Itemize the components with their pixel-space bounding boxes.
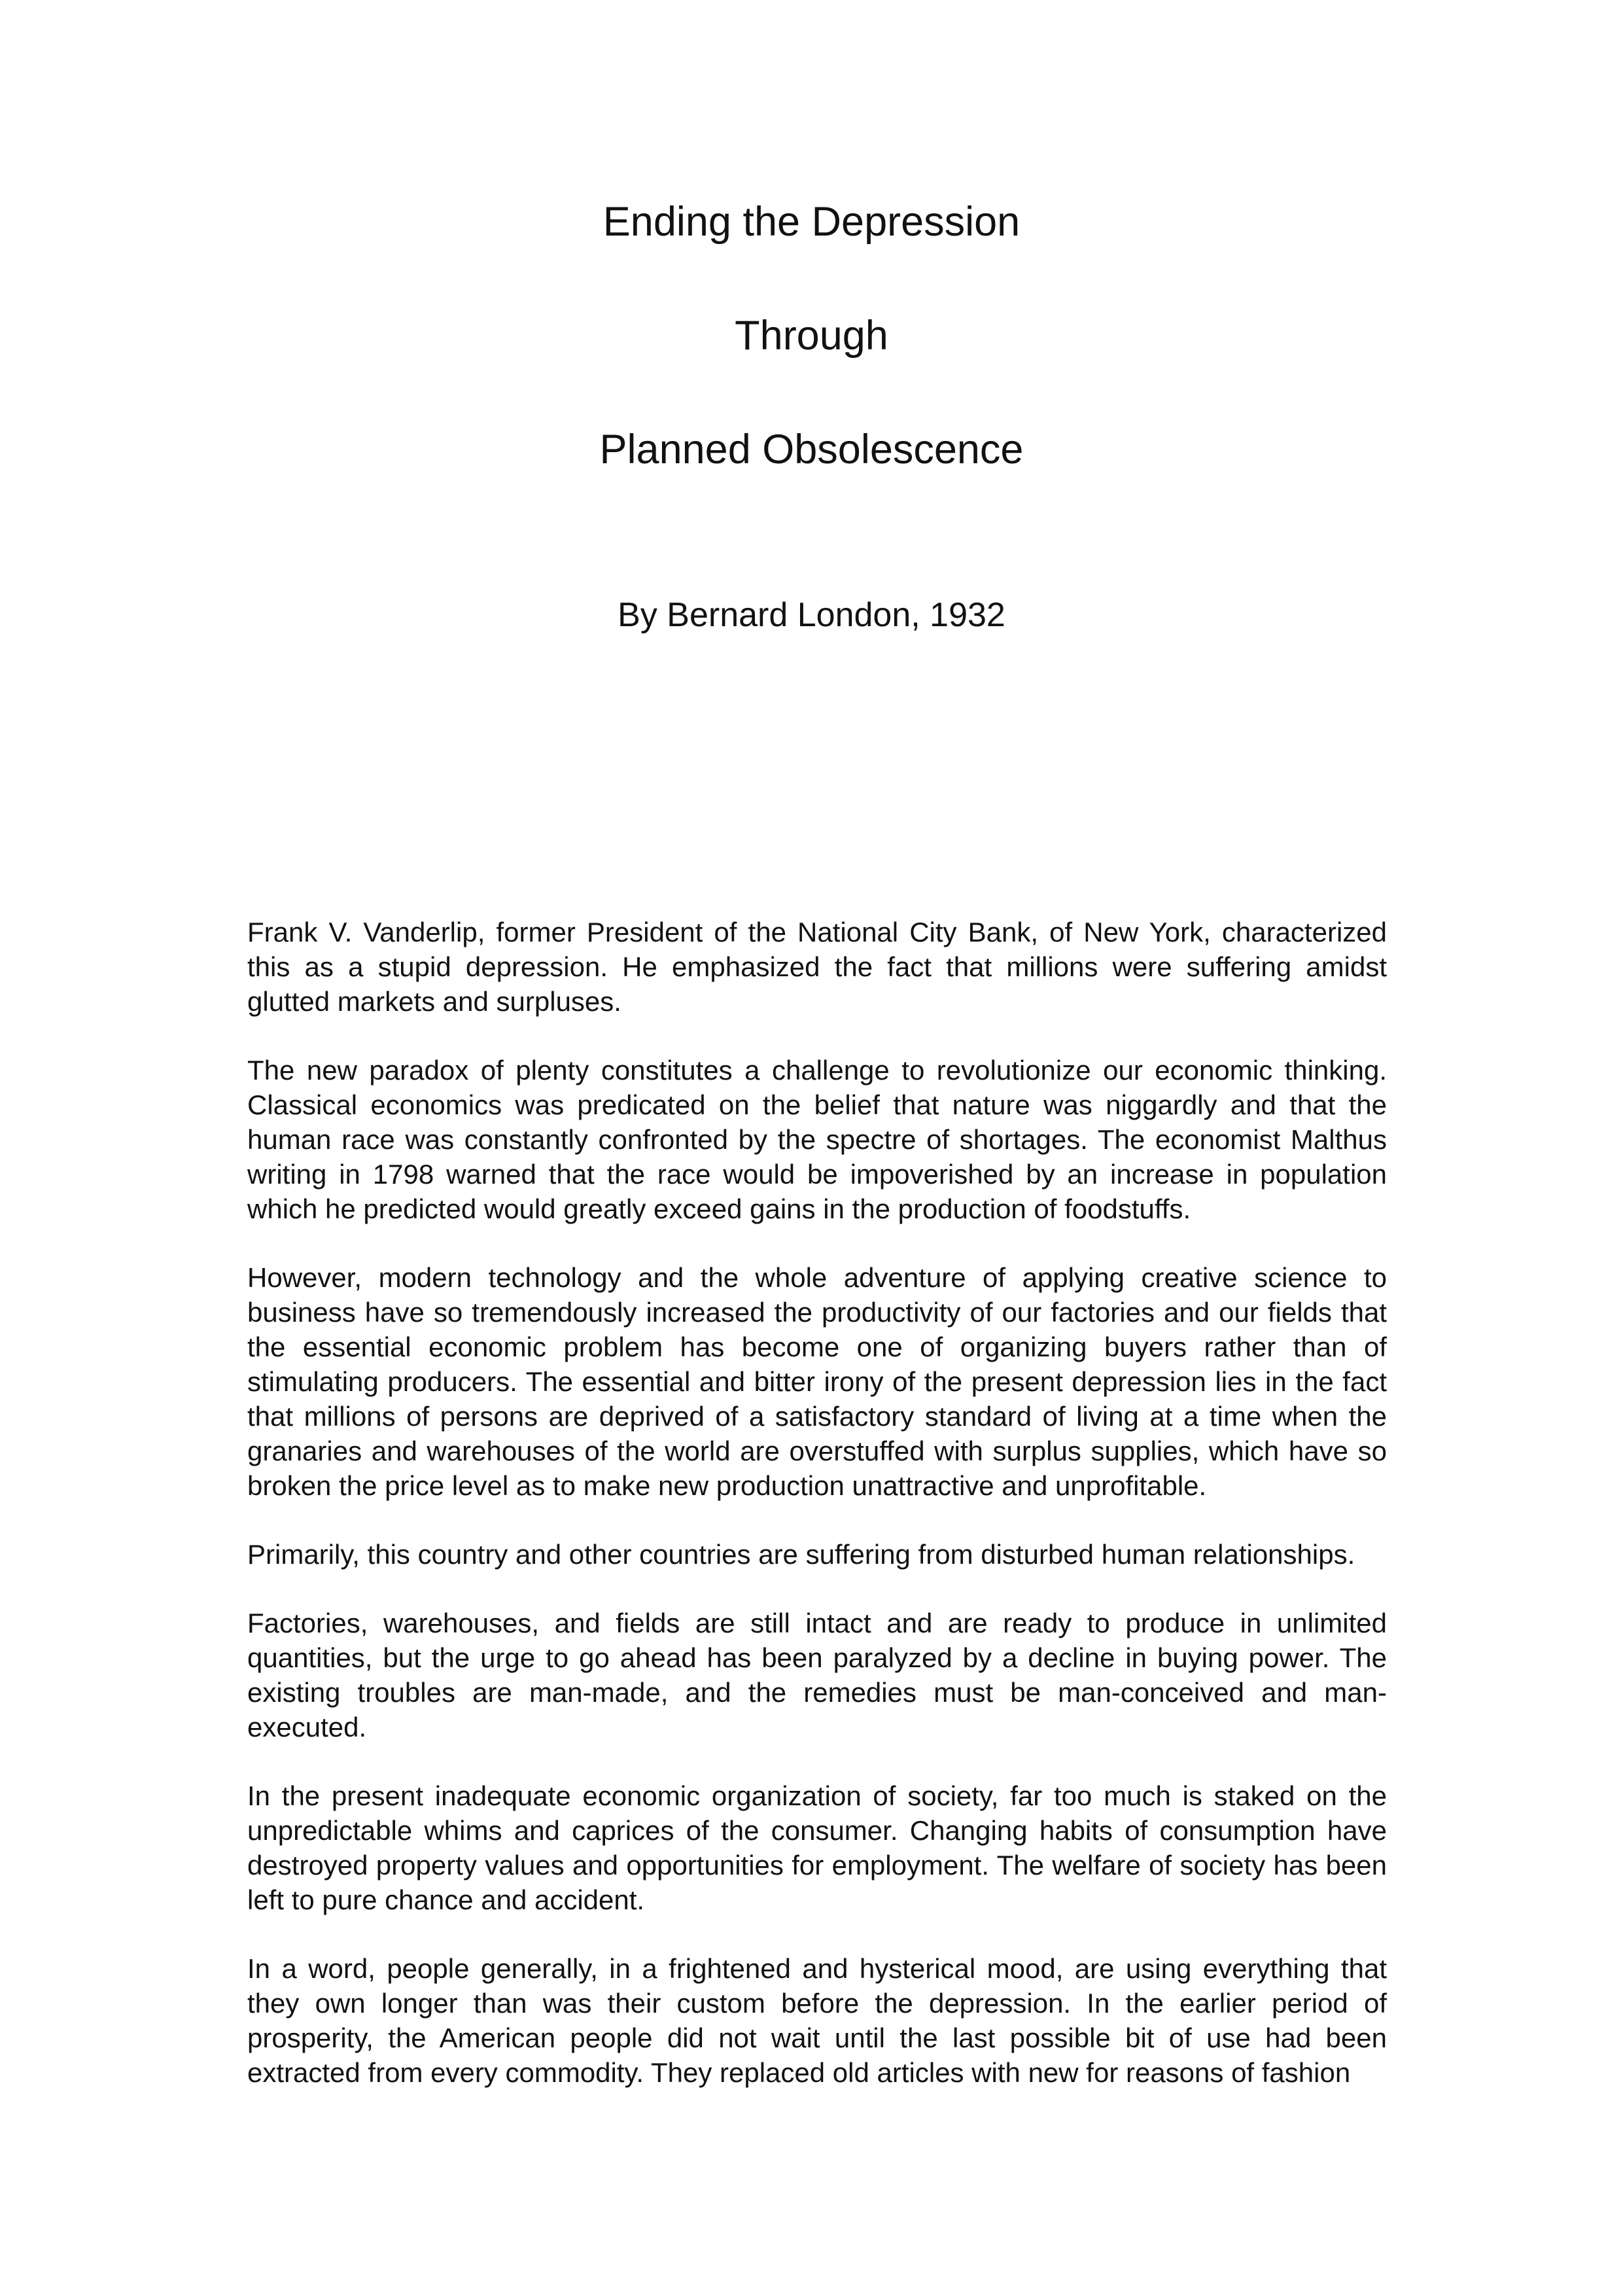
paragraph: The new paradox of plenty constitutes a challenge to revolutionize our economic thinking. Classical economics was predicated on the belief that nature was niggardly and that the human race was constantly confronted by the spectre of shortages. The economist Malthus writing in 1798 warned that the race would be impoverished by an increase in population which he predicted would greatly exceed gains in the production of foodstuffs.: [247, 1055, 1387, 1224]
title-line-2: Through: [735, 313, 888, 359]
paragraph: In the present inadequate economic organization of society, far too much is staked on the unpredictable whims and caprices of the consumer. Changing habits of consumption have destroyed property values and opportunities for employment. The welfare of society has been left to pure chance and accident.: [247, 1780, 1387, 1915]
paragraph: Primarily, this country and other countries are suffering from disturbed human relationships.: [247, 1539, 1355, 1570]
title-line-1: Ending the Depression: [602, 199, 1021, 245]
title-line-3: Planned Obsolescence: [599, 427, 1024, 472]
body-text: [247, 915, 1387, 2124]
paragraph: In a word, people generally, in a frightened and hysterical mood, are using everything that they own longer than was their custom before the depression. In the earlier period of prosperity, the American people did not wait until the last possible bit of use had been extracted from every commodity. They replaced old articles with new for reasons of fashion: [247, 1953, 1387, 2088]
document-title: [0, 196, 1623, 538]
paragraph: However, modern technology and the whole adventure of applying creative science to business have so tremendously increased the productivity of our factories and our fields that the essential economic problem has become one of organizing buyers rather than of stimulating producers. The essential and bitter irony of the present depression lies in the fact that millions of persons are deprived of a satisfactory standard of living at a time when the granaries and warehouses of the world are overstuffed with surplus supplies, which have so broken the price level as to make new production unattractive and unprofitable.: [247, 1262, 1387, 1501]
paragraph: Frank V. Vanderlip, former President of the National City Bank, of New York, characterized this as a stupid depression. He emphasized the fact that millions were suffering amidst glutted markets and surpluses.: [247, 917, 1387, 1017]
author-byline: By Bernard London, 1932: [618, 596, 1005, 634]
paragraph: Factories, warehouses, and fields are still intact and are ready to produce in unlimited quantities, but the urge to go ahead has been paralyzed by a decline in buying power. The existing troubles are man-made, and the remedies must be man-conceived and man-executed.: [247, 1608, 1387, 1742]
